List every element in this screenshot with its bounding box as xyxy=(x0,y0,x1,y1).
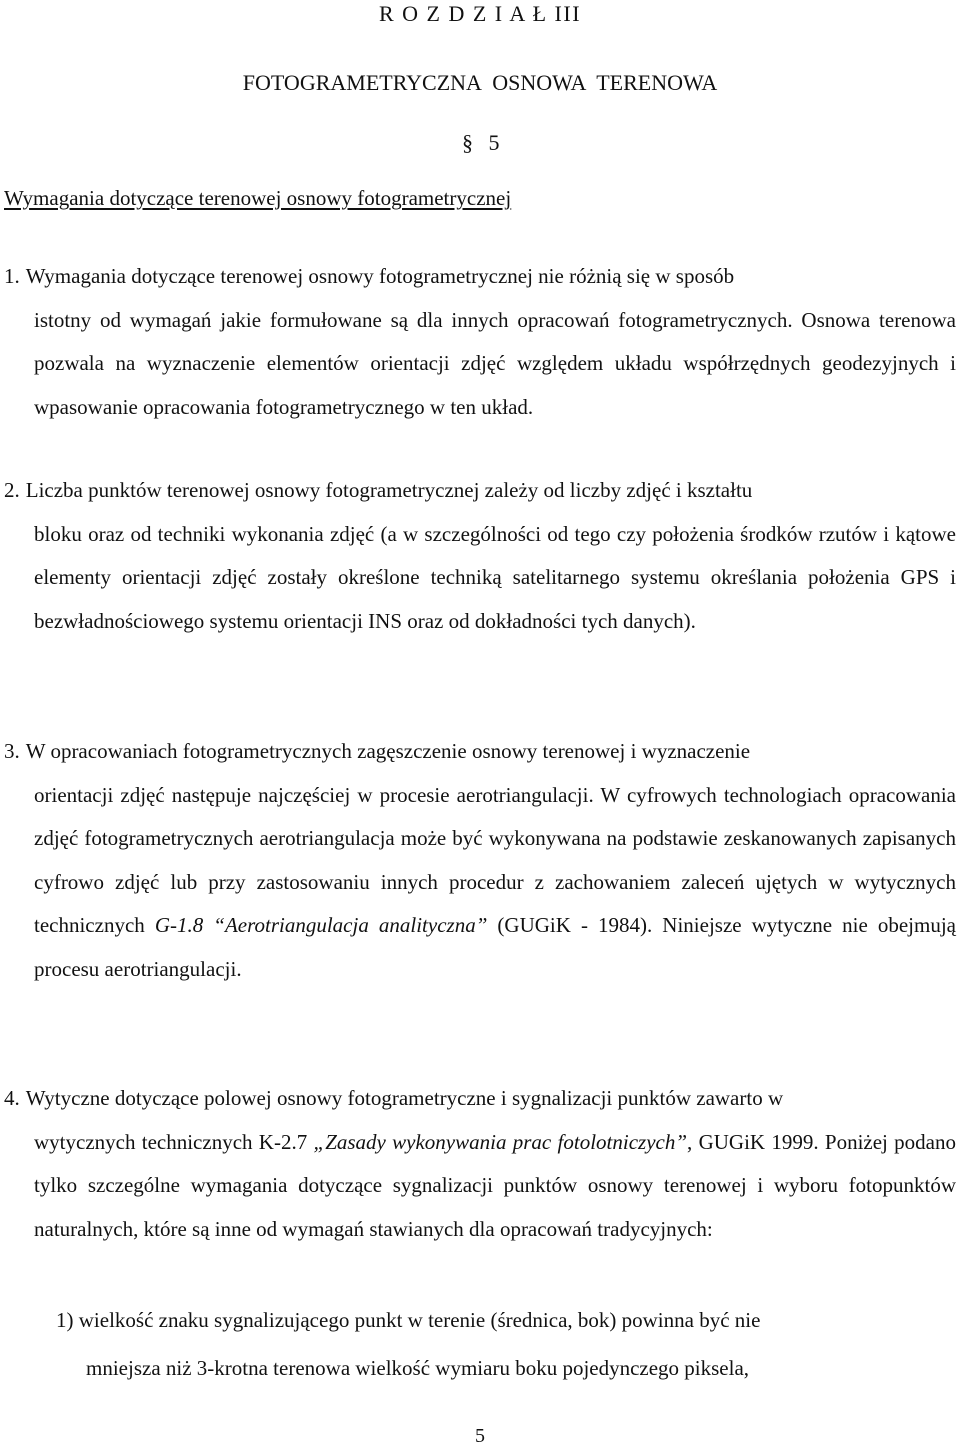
page-number: 5 xyxy=(475,1425,485,1447)
paragraph-first-line: W opracowaniach fotogrametrycznych zagęszczenie osnowy terenowej i wyznaczenie xyxy=(25,739,751,763)
list-item-first-line: wielkość znaku sygnalizującego punkt w terenie (średnica, bok) powinna być nie xyxy=(78,1308,761,1332)
paragraph-text xyxy=(4,774,956,992)
paragraph-number: 2. xyxy=(4,478,20,502)
section-number: § 5 xyxy=(462,130,500,155)
paragraph-first-line: Wymagania dotyczące terenowej osnowy fotogrametrycznej nie różnią się w sposób xyxy=(25,264,735,288)
reference-title: „Zasady wykonywania prac fotolotniczych” xyxy=(313,1129,688,1154)
list-marker: 1) xyxy=(56,1308,74,1332)
paragraph-number: 3. xyxy=(4,739,20,763)
paragraph-text: istotny od wymagań jakie formułowane są dla innych opracowań fotogrametrycznych. Osnowa terenowa pozwala na wyznaczenie elementów orientacji zdjęć względem układu współrzędnych geodezyjnych i wpasowanie opracowania fotogrametrycznego w ten układ. xyxy=(34,307,956,419)
paragraph-text xyxy=(4,1121,956,1252)
paragraph-3 xyxy=(4,730,956,991)
chapter-heading: R O Z D Z I A Ł III xyxy=(378,1,582,26)
chapter-subtitle: FOTOGRAMETRYCZNA OSNOWA TERENOWA xyxy=(242,70,718,95)
paragraph-1 xyxy=(4,255,956,429)
paragraph-text: bloku oraz od techniki wykonania zdjęć (a w szczególności od tego czy położenia środków rzutów i kątowe elementy orientacji zdjęć zostały określone techniką satelitarnego systemu określania położenia GPS i bezwładnościowego systemu orientacji INS oraz od dokładności tych danych). xyxy=(34,521,956,633)
paragraph-number: 4. xyxy=(4,1086,20,1110)
paragraph-first-line: Wytyczne dotyczące polowej osnowy fotogrametryczne i sygnalizacji punktów zawarto w xyxy=(25,1086,784,1110)
list-item xyxy=(56,1296,956,1392)
list-item-second-line: mniejsza niż 3-krotna terenowa wielkość wymiaru boku pojedynczego piksela, xyxy=(86,1356,750,1380)
paragraph-text-b: (GUGiK - 1984). Niniejsze wytyczne nie obejmują procesu aerotriangulacji. xyxy=(34,913,957,981)
paragraph-text-b: , GUGiK 1999. Poniżej podano tylko szczególne wymagania dotyczące sygnalizacji punktów osnowy terenowej i wyboru fotopunktów naturalnych, które są inne od wymagań stawianych dla opracowań tradycyjnych: xyxy=(34,1129,956,1241)
section-title: Wymagania dotyczące terenowej osnowy fotogrametrycznej xyxy=(4,186,512,210)
paragraph-4 xyxy=(4,1077,956,1251)
paragraph-first-line: Liczba punktów terenowej osnowy fotogrametrycznej zależy od liczby zdjęć i kształtu xyxy=(25,478,753,502)
paragraph-number: 1. xyxy=(4,264,20,288)
reference-title: G-1.8 “Aerotriangulacja analityczna” xyxy=(154,913,488,937)
paragraph-text-a: wytycznych technicznych K-2.7 xyxy=(34,1129,314,1154)
paragraph-2 xyxy=(4,469,956,643)
paragraph-text-a: orientacji zdjęć następuje najczęściej w procesie aerotriangulacji. W cyfrowych technologiach opracowania zdjęć fotogrametrycznych aerotriangulacja może być wykonywana na podstawie zeskanowanych zapisanych cyfrowo zdjęć lub przy zastosowaniu innych procedur z zachowaniem zaleceń ujętych w wytycznych technicznych xyxy=(34,782,956,937)
